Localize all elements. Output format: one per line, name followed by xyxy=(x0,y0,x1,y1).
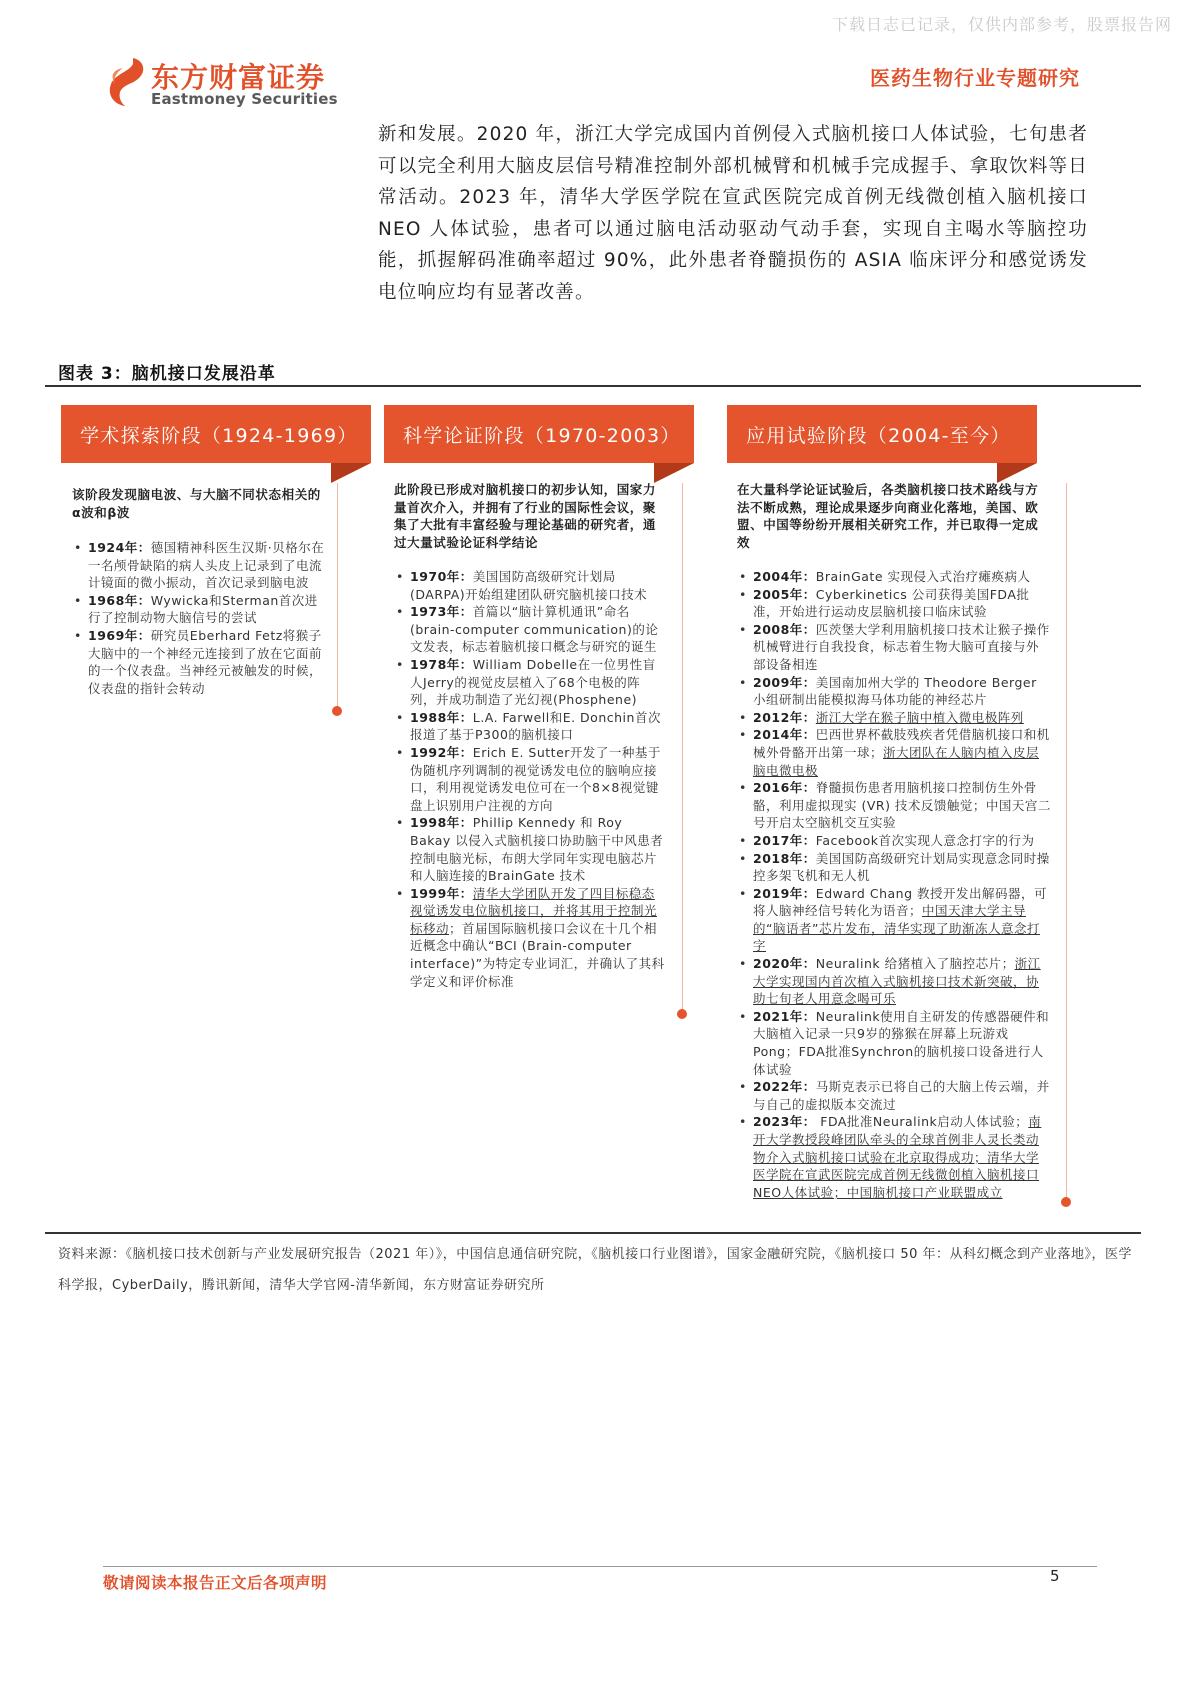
event-year: 1969年： xyxy=(88,627,151,643)
stage-event-list xyxy=(394,568,666,990)
event-year: 1998年： xyxy=(410,815,473,831)
page-number: 5 xyxy=(1050,1567,1060,1585)
stage-title: 学术探索阶段（1924-1969） xyxy=(80,425,358,447)
company-logo xyxy=(103,56,353,114)
event-year: 2008年： xyxy=(753,621,816,637)
event-year: 1973年： xyxy=(410,604,473,620)
event-item xyxy=(72,592,326,627)
event-text-underlined: 浙大团队在人脑内植入皮层脑电微电极 xyxy=(753,744,1040,778)
event-item xyxy=(737,850,1051,885)
stage-summary: 在大量科学论证试验后，各类脑机接口技术路线与方法不断成熟，理论成果逐步向商业化落地，美国、欧盟、中国等纷纷开展相关研究工作，并已取得一定成效 xyxy=(737,482,1039,550)
footer-rule xyxy=(103,1566,1097,1567)
event-text: William Dobelle在一位男性盲人Jerry的视觉皮层植入了68个电极的阵列，并成功制造了光幻视(Phosphene) xyxy=(410,656,656,708)
event-item xyxy=(394,709,666,744)
stage-end-dot xyxy=(677,1009,687,1019)
event-text: 研究员Eberhard Fetz将猴子大脑中的一个神经元连接到了放在它面前的一个仪表盘。当神经元被触发的时候，仪表盘的指针会转动 xyxy=(88,627,323,696)
stage-banner-fold xyxy=(331,463,371,483)
stage-connector-line xyxy=(1066,483,1067,1202)
event-year: 2005年： xyxy=(753,586,816,602)
event-text: Erich E. Sutter开发了一种基于伪随机序列调制的视觉诱发电位的脑响应接口，利用视觉诱发电位可在一个8×8视觉键盘上识别用户注视的方向 xyxy=(410,744,661,813)
event-item xyxy=(394,885,666,991)
stage-connector-line xyxy=(682,483,683,1014)
event-item xyxy=(737,955,1051,1008)
event-year: 2022年： xyxy=(753,1079,816,1095)
event-year: 1992年： xyxy=(410,744,473,760)
event-item xyxy=(394,656,666,709)
event-text: Cyberkinetics 公司获得美国FDA批准，开始进行运动皮层脑机接口临床试验 xyxy=(753,586,1030,620)
figure-title: 图表 3：脑机接口发展沿革 xyxy=(58,364,276,384)
event-year: 1970年： xyxy=(410,569,473,584)
event-text: 德国精神科医生汉斯·贝格尔在一名颅骨缺陷的病人头皮上记录到了电流计镜面的微小振动，首次记录到脑电波 xyxy=(88,540,325,591)
footer-disclaimer: 敬请阅读本报告正文后各项声明 xyxy=(103,1574,328,1592)
event-text: 首篇以“脑计算机通讯”命名(brain-computer communication)的论文发表，标志着脑机接口概念与研究的诞生 xyxy=(410,604,659,655)
event-year: 1988年： xyxy=(410,709,473,725)
stage-event-list xyxy=(737,568,1051,1201)
watermark: 下载日志已记录，仅供内部参考，股票报告网 xyxy=(831,15,1172,34)
event-text: Edward Chang 教授开发出解码器，可将人脑神经信号转化为语音； xyxy=(753,885,1047,919)
event-item xyxy=(737,1008,1051,1078)
event-text: L.A. Farwell和E. Donchin首次报道了基于P300的脑机接口 xyxy=(410,709,661,743)
source-note: 资料来源：《脑机接口技术创新与产业发展研究报告（2021 年）》，中国信息通信研究院，《脑机接口行业图谱》，国家金融研究院，《脑机接口 50 年：从科幻概念到产业落地》，医学科学报，CyberDaily，腾讯新闻，清华大学官网-清华新闻，东方财富证券研究所 xyxy=(58,1247,1133,1293)
event-year: 2012年： xyxy=(753,709,816,725)
stage-end-dot xyxy=(1061,1197,1071,1207)
event-item xyxy=(737,1078,1051,1113)
event-item xyxy=(394,603,666,656)
event-year: 2019年： xyxy=(753,885,816,901)
figure-bottom-rule xyxy=(45,1232,1141,1234)
event-text: Phillip Kennedy 和 Roy Bakay 以侵入式脑机接口协助脑干中风患者控制电脑光标，布朗大学同年实现电脑芯片和人脑连接的BrainGate 技术 xyxy=(410,815,664,884)
event-year: 1999年： xyxy=(410,885,473,901)
event-text: Wywicka和Sterman首次进行了控制动物大脑信号的尝试 xyxy=(88,592,318,626)
stage-summary: 此阶段已形成对脑机接口的初步认知，国家力量首次介入，并拥有了行业的国际性会议，聚集了大批有丰富经验与理论基础的研究者，通过大量试验论证科学结论 xyxy=(394,482,657,550)
report-section-title: 医药生物行业专题研究 xyxy=(870,66,1080,90)
stage-event-list xyxy=(72,539,326,697)
event-text-underlined: 南开大学教授段峰团队牵头的全球首例非人灵长类动物介入式脑机接口试验在北京取得成功；清华大学医学院在宣武医院完成首例无线微创植入脑机接口NEO人体试验；中国脑机接口产业联盟成立 xyxy=(753,1114,1042,1200)
logo-chinese-name: 东方财富证券 xyxy=(151,61,326,94)
event-text-underlined: 清华大学团队开发了四目标稳态视觉诱发电位脑机接口，并将其用于控制光标移动 xyxy=(410,885,658,936)
event-item xyxy=(737,832,1051,850)
event-text: 巴西世界杯截肢残疾者凭借脑机接口和机械外骨骼开出第一球； xyxy=(753,727,1050,760)
stage-banner-fold xyxy=(654,463,694,483)
event-item xyxy=(394,568,666,603)
event-text: 美国南加州大学的 Theodore Berger 小组研制出能模拟海马体功能的神经芯片 xyxy=(753,674,1037,708)
event-item xyxy=(737,726,1051,779)
event-year: 2014年： xyxy=(753,727,816,743)
event-text: Facebook首次实现人意念打字的行为 xyxy=(815,832,1035,848)
event-item xyxy=(737,1113,1051,1201)
event-text: 匹茨堡大学利用脑机接口技术让猴子操作机械臂进行自我投食，标志着生物大脑可直接与外部设备相连 xyxy=(753,621,1050,672)
event-item xyxy=(737,779,1051,832)
event-year: 2009年： xyxy=(753,674,816,690)
event-text: 马斯克表示已将自己的大脑上传云端，并与自己的虚拟版本交流过 xyxy=(753,1079,1050,1112)
stage-connector-line xyxy=(337,483,338,711)
event-item xyxy=(394,744,666,814)
event-text-underlined: 中国天津大学主导的“脑语者”芯片发布，清华实现了助渐冻人意念打字 xyxy=(753,903,1040,954)
event-text: 美国国防高级研究计划局实现意念同时操控多架飞机和无人机 xyxy=(753,850,1050,884)
intro-paragraph: 新和发展。2020 年，浙江大学完成国内首例侵入式脑机接口人体试验，七旬患者可以完全利用大脑皮层信号精准控制外部机械臂和机械手完成握手、拿取饮料等日常活动。2023 年，清华大学医学院在宣武医院完成首例无线微创植入脑机接口 NEO 人体试验，患者可以通过脑电活动驱动气动手套，实现自主喝水等脑控功能，抓握解码准确率超过 90%，此外患者脊髓损伤的 ASIA 临床评分和感觉诱发电位响应均有显著改善。 xyxy=(378,124,1088,303)
stage-summary: 该阶段发现脑电波、与大脑不同状态相关的α波和β波 xyxy=(72,487,321,520)
event-year: 2021年： xyxy=(753,1008,816,1024)
eastmoney-logo-icon xyxy=(103,56,149,108)
event-text: 美国国防高级研究计划局(DARPA)开始组建团队研究脑机接口技术 xyxy=(410,569,648,602)
stage-end-dot xyxy=(332,706,342,716)
event-year: 2004年： xyxy=(753,569,816,584)
event-item xyxy=(394,814,666,884)
event-item xyxy=(737,709,1051,727)
event-year: 2016年： xyxy=(753,780,816,796)
stage-banner-fold xyxy=(997,463,1037,483)
event-year: 1978年： xyxy=(410,656,473,672)
event-item xyxy=(737,885,1051,955)
stage-title: 应用试验阶段（2004-至今） xyxy=(746,425,1011,447)
event-text: Neuralink 给猪植入了脑控芯片； xyxy=(815,956,1015,972)
event-item xyxy=(737,674,1051,709)
event-item xyxy=(737,586,1051,621)
event-year: 1924年： xyxy=(88,540,151,555)
event-text-underlined: 浙江大学实现国内首次植入式脑机接口技术新突破，协助七旬老人用意念喝可乐 xyxy=(753,956,1041,1007)
logo-english-name: Eastmoney Securities xyxy=(151,90,338,108)
event-text: Neuralink使用自主研发的传感器硬件和大脑植入记录一只9岁的猕猴在屏幕上玩游戏Pong；FDA批准Synchron的脑机接口设备进行人体试验 xyxy=(753,1008,1050,1077)
event-item xyxy=(737,568,1051,586)
event-year: 2020年： xyxy=(753,956,816,972)
event-year: 2018年： xyxy=(753,850,816,866)
event-item xyxy=(72,627,326,697)
event-year: 2023年： xyxy=(753,1114,816,1130)
stage-title: 科学论证阶段（1970-2003） xyxy=(403,425,681,447)
event-text: 脊髓损伤患者用脑机接口控制仿生外骨骼，利用虚拟现实 (VR) 技术反馈触觉；中国天宫二号开启太空脑机交互实验 xyxy=(753,780,1051,831)
event-text: ；首届国际脑机接口会议在十几个相近概念中确认“BCI (Brain-computer interface)”为特定专业词汇，并确认了其科学定义和评价标准 xyxy=(410,920,665,989)
event-text: FDA批准Neuralink启动人体试验； xyxy=(815,1114,1029,1130)
figure-top-rule xyxy=(45,385,1141,387)
event-text-underlined: 浙江大学在猴子脑中植入微电极阵列 xyxy=(815,709,1024,725)
event-year: 1968年： xyxy=(88,592,151,608)
event-year: 2017年： xyxy=(753,832,816,848)
event-item xyxy=(737,621,1051,674)
event-item xyxy=(72,539,326,592)
event-text: BrainGate 实现侵入式治疗瘫痪病人 xyxy=(815,569,1031,584)
